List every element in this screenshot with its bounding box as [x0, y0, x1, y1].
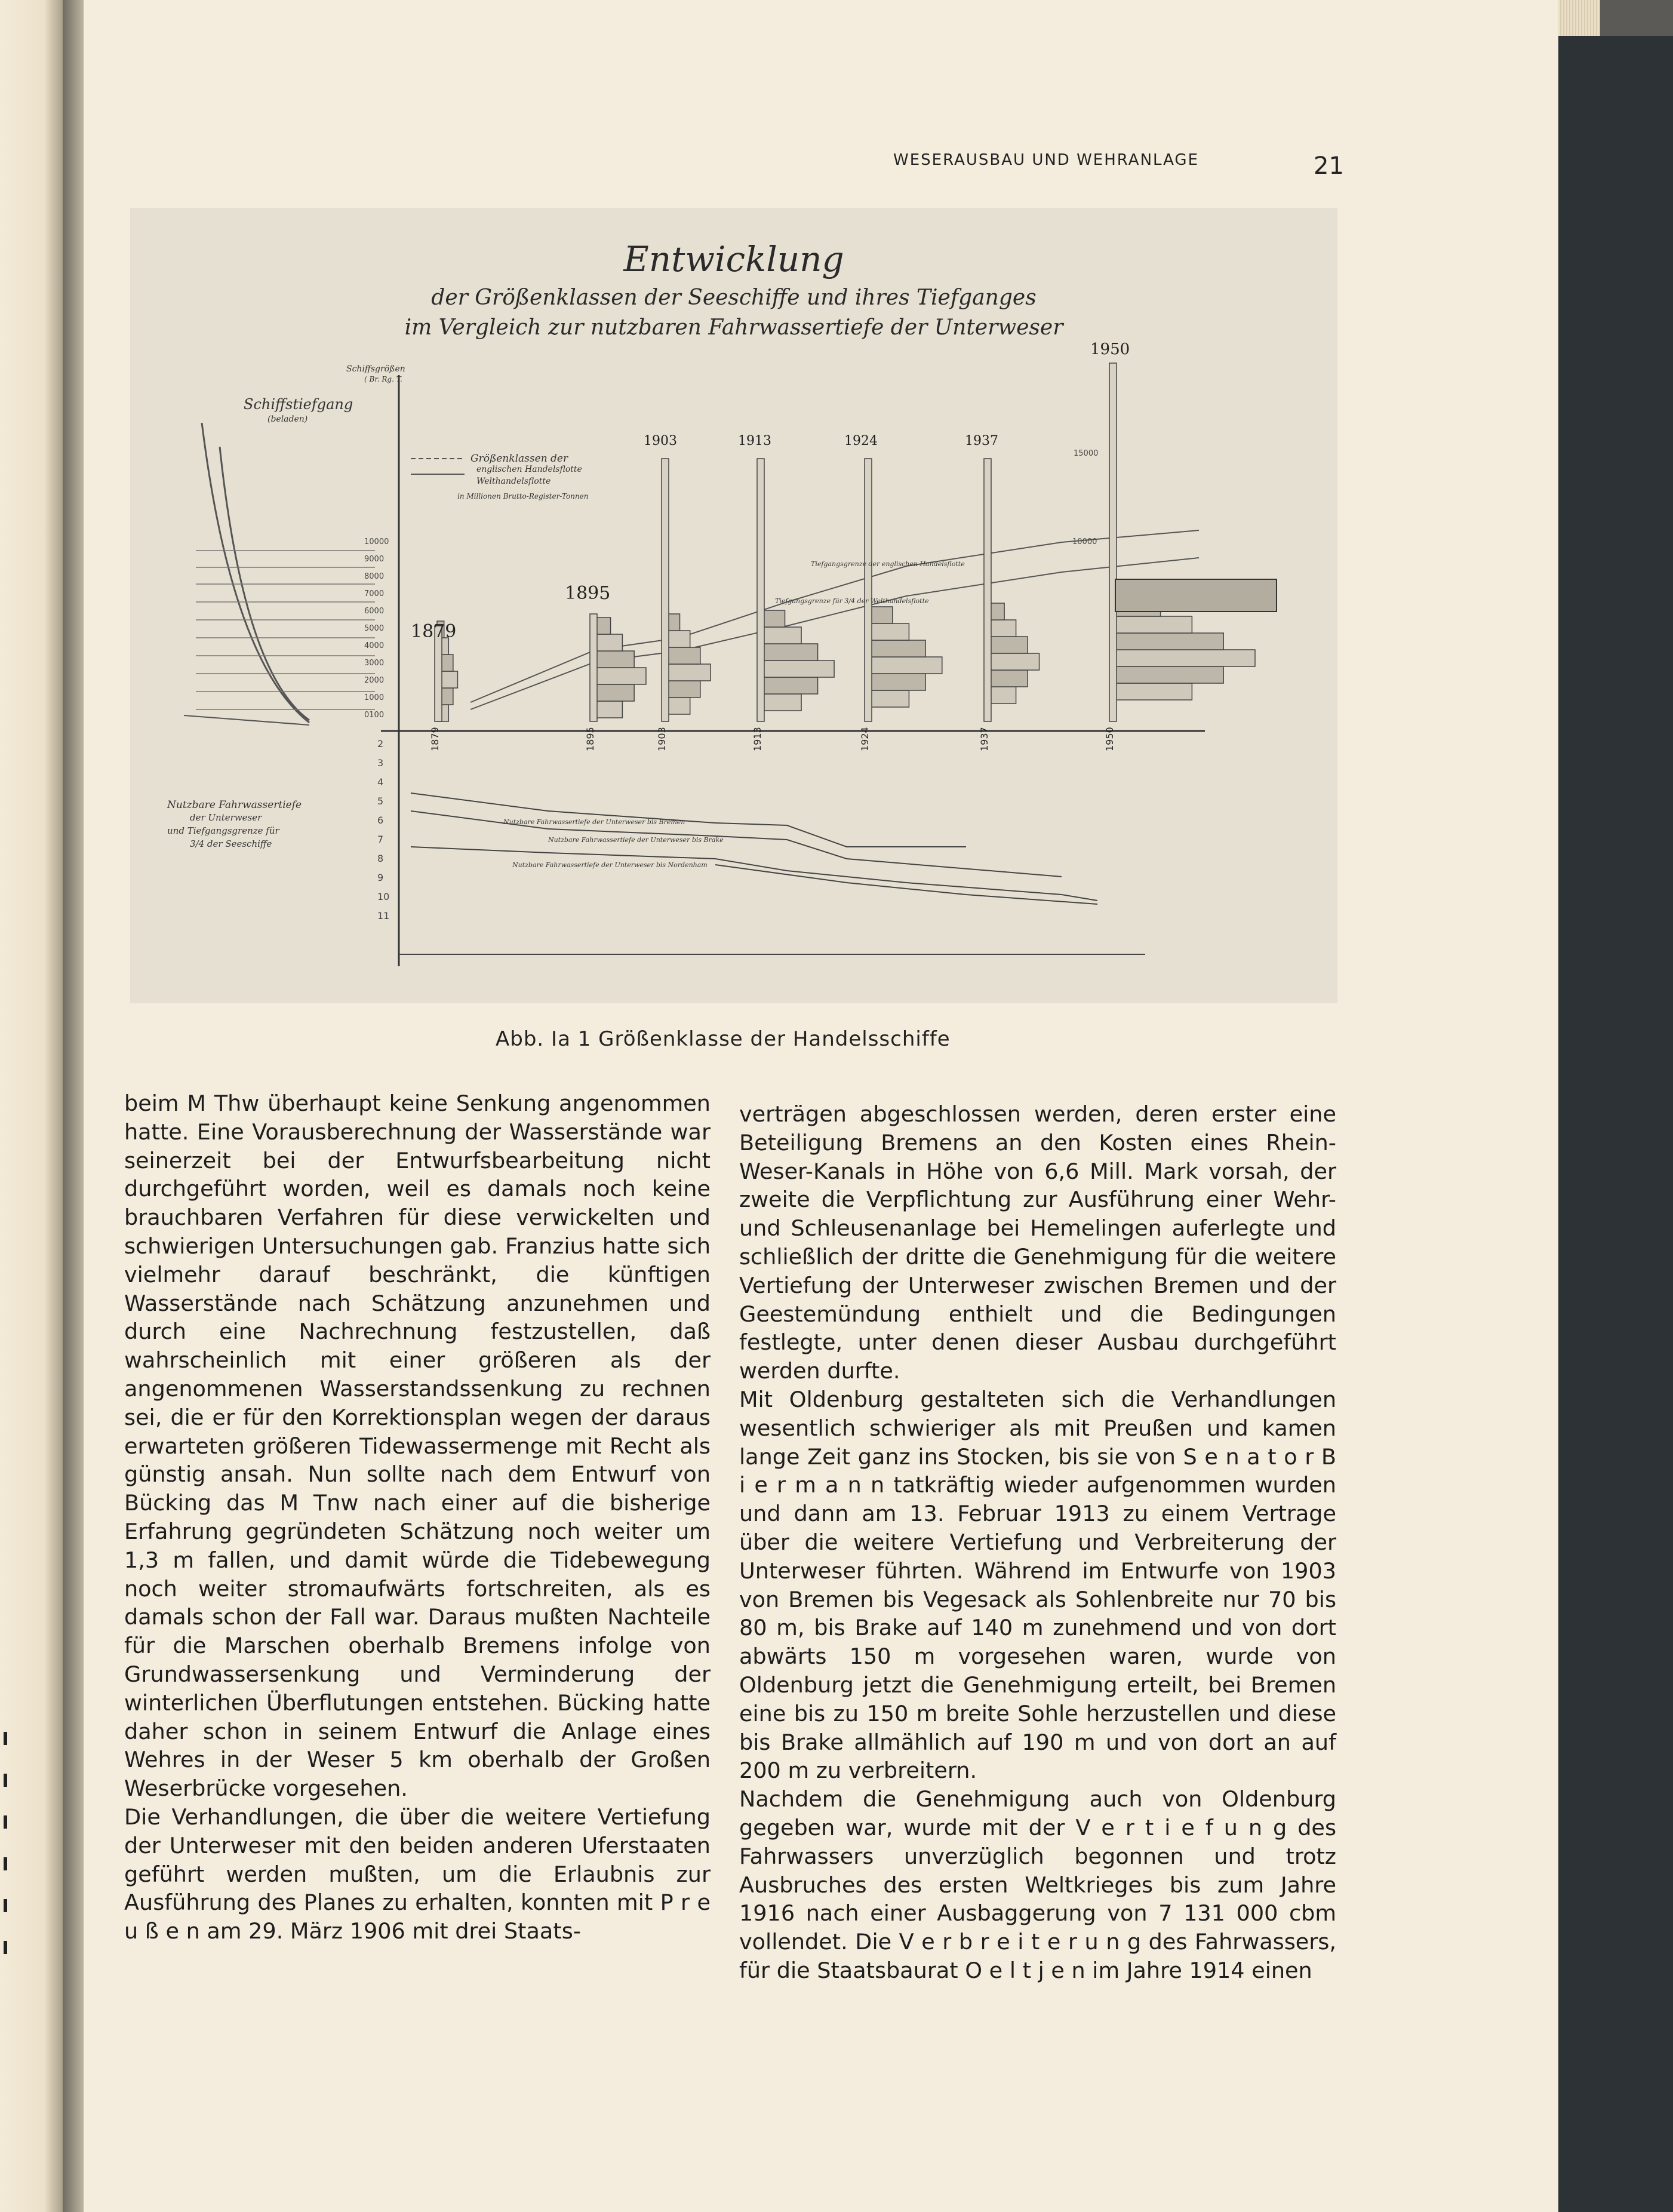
- depth-tick-label: 8: [377, 853, 384, 864]
- left-page-edge: [0, 0, 63, 2212]
- depth-tick-label: 11: [377, 910, 390, 921]
- brt-10000: 10000: [1072, 537, 1097, 546]
- bar-stem-1895: [590, 614, 597, 721]
- y-tick-label: 9000: [364, 555, 385, 564]
- left-page-text-edge: [4, 1732, 7, 1983]
- label-schiffstiefgang: Schiffstiefgang: [244, 396, 353, 413]
- bar-1903-class-1: [664, 681, 700, 698]
- bar-stem-1913: [757, 459, 764, 721]
- bar-1913-class-4: [759, 627, 801, 644]
- x-tick-label: 1895: [585, 727, 596, 751]
- bar-1903-class-3: [664, 647, 700, 664]
- paragraph: verträgen abgeschlossen werden, deren erster eine Beteiligung Bremens an den Kosten eines Rhein-Weser-Kanals in Höhe von 6,6 Mill. Mark vorsah, der zweite die Verpflichtung zur Ausführung einer Wehr- und Schleusenanlage bei Hemelingen auferlegte und schließlich der dritte die Genehmigung für die weitere Vertiefung der Unterweser zwischen Bremen und der Geestemündung enthielt und die Bedingungen festlegte, unter denen dieser Ausbau durchgeführt werden durfte.: [739, 1101, 1336, 1384]
- fahrwasser-label-4: 3/4 der Seeschiffe: [190, 838, 272, 849]
- bar-group: [429, 363, 1277, 751]
- depth-tick-label: 4: [377, 776, 384, 788]
- bar-1950-class-4: [1112, 616, 1192, 633]
- tiefgang-curve-1: [202, 423, 309, 723]
- fahrwasser-label-2: der Unterweser: [190, 812, 262, 823]
- paragraph: Die Verhandlungen, die über die weitere Vertiefung der Unterweser mit den beiden anderen Uferstaaten geführt werden mußten, um die Erlaubnis zur Ausführung des Planes zu erhalten, konnten mit P r e u ß e n am 29. März 1906 mit drei Staats-: [124, 1804, 711, 1944]
- year-1903: 1903: [644, 434, 677, 448]
- figure-title: Entwicklung: [623, 239, 844, 279]
- y-tick-label: 4000: [364, 641, 385, 650]
- depth-tick-label: 6: [377, 815, 384, 826]
- book-cover: [1558, 36, 1673, 2212]
- year-1937: 1937: [965, 434, 998, 448]
- year-1913: 1913: [738, 434, 771, 448]
- page-number: 21: [1314, 152, 1344, 180]
- bar-stem-1937: [984, 459, 991, 721]
- depth-curve-nordenham: [411, 847, 1097, 901]
- y-tick-label: 0100: [364, 711, 385, 720]
- y-tick-label: 5000: [364, 624, 385, 633]
- figure-subtitle-2: im Vergleich zur nutzbaren Fahrwassertiefe der Unterweser: [404, 315, 1063, 340]
- label-schiffsgroessen: Schiffsgrößen: [346, 364, 405, 374]
- year-1895: 1895: [565, 583, 611, 604]
- bar-1950-max: [1115, 579, 1277, 612]
- y-tick-label: 2000: [364, 676, 385, 685]
- bar-1924-class-4: [867, 623, 909, 640]
- year-1950: 1950: [1090, 340, 1130, 358]
- bar-1924-class-2: [867, 657, 942, 674]
- curve-label-brake: Nutzbare Fahrwassertiefe der Unterweser bis Brake: [548, 836, 724, 844]
- depth-tick-label: 5: [377, 795, 384, 807]
- bar-1913-class-1: [759, 677, 818, 694]
- y-tick-label: 7000: [364, 589, 385, 598]
- legend-unit: in Millionen Brutto-Register-Tonnen: [457, 492, 589, 500]
- bar-1950-class-0: [1112, 683, 1192, 700]
- y-tick-label: 3000: [364, 659, 385, 668]
- curve-label-welthandel: Tiefgangsgrenze für 3/4 der Welthandelsflotte: [775, 597, 929, 605]
- bar-1950-class-2: [1112, 650, 1255, 666]
- trend-english: [470, 530, 1199, 702]
- trend-welt: [470, 558, 1199, 709]
- book-gutter: [63, 0, 87, 2212]
- fahrwasser-label-1: Nutzbare Fahrwassertiefe: [167, 799, 302, 811]
- bar-1924-class-1: [867, 674, 925, 690]
- bar-1950-class-1: [1112, 666, 1223, 683]
- label-beladen: (beladen): [267, 414, 308, 424]
- x-tick-label: 1879: [429, 727, 441, 751]
- figure-subtitle-1: der Größenklassen der Seeschiffe und ihres Tiefganges: [431, 285, 1037, 310]
- x-tick-label: 1937: [979, 727, 990, 751]
- bar-stem-1950: [1109, 363, 1117, 721]
- x-tick-label: 1924: [859, 727, 871, 751]
- bar-1913-class-3: [759, 644, 818, 660]
- figure-caption: Abb. Ia 1 Größenklasse der Handelsschiffe: [496, 1027, 951, 1051]
- bar-stem-1903: [662, 459, 669, 721]
- year-1879: 1879: [411, 621, 457, 642]
- text-column-right: [739, 1100, 1336, 1985]
- bar-1903-class-2: [664, 664, 711, 681]
- depth-tick-label: 7: [377, 834, 384, 845]
- fahrwasser-label-3: und Tiefgangsgrenze für: [167, 825, 279, 836]
- y-tick-label: 10000: [364, 537, 389, 546]
- label-brt: ( Br. Rg. T.: [364, 375, 402, 383]
- year-1924: 1924: [844, 434, 878, 448]
- depth-tick-label: 10: [377, 891, 390, 902]
- x-tick-label: 1903: [656, 727, 668, 751]
- bar-1924-class-3: [867, 640, 925, 657]
- bar-1950-class-3: [1112, 633, 1223, 650]
- y-tick-label: 6000: [364, 607, 385, 616]
- bar-1937-class-2: [986, 653, 1040, 670]
- y-tick-label: 8000: [364, 572, 385, 581]
- figure-chart: [130, 208, 1337, 1003]
- bar-1924-class-0: [867, 690, 909, 707]
- curve-label-english: Tiefgangsgrenze der englischen Handelsflotte: [811, 560, 965, 568]
- leader-lines: [196, 551, 375, 709]
- bar-1895-class-2: [592, 668, 646, 684]
- bar-1937-class-1: [986, 670, 1028, 687]
- legend-english: englischen Handelsflotte: [476, 465, 582, 474]
- depth-curve-english: [715, 865, 1097, 904]
- bar-1937-class-3: [986, 637, 1028, 653]
- x-tick-label: 1913: [752, 727, 763, 751]
- curve-label-nordenham: Nutzbare Fahrwassertiefe der Unterweser bis Nordenham: [512, 861, 708, 869]
- bar-1913-class-2: [759, 660, 834, 677]
- depth-tick-label: 3: [377, 757, 384, 769]
- legend-welt: Welthandelsflotte: [476, 477, 551, 486]
- depth-tick-label: 2: [377, 738, 384, 749]
- curve-label-bremen: Nutzbare Fahrwassertiefe der Unterweser bis Bremen: [503, 818, 685, 826]
- bar-1895-class-1: [592, 684, 634, 701]
- bar-stem-1924: [865, 459, 872, 721]
- x-tick-label: 1950: [1104, 727, 1115, 751]
- text-column-left: [124, 1089, 711, 1946]
- depth-tick-label: 9: [377, 872, 384, 883]
- bar-1895-class-3: [592, 651, 634, 668]
- paragraph: beim M Thw überhaupt keine Senkung angenommen hatte. Eine Vorausberechnung der Wasserstände war seinerzeit bei der Entwurfsbearbeitung nicht durchgeführt worden, weil es damals noch keine brauchbaren Verfahren für diese verwickelten und schwierigen Untersuchungen gab. Franzius hatte sich vielmehr darauf beschränkt, die künftigen Wasserstände nach Schätzung anzunehmen und durch eine Nachrechnung festzustellen, daß wahrscheinlich mit einer größeren als der angenommenen Wasserstandssenkung zu rechnen sei, die er für den Korrektionsplan wegen der daraus erwarteten größeren Tidewassermenge mit Recht als günstig ansah. Nun sollte nach dem Entwurf von Bücking das M Tnw nach einer auf die bisherige Erfahrung gegründeten Schätzung noch weiter um 1,3 m fallen, und damit würde die Tidebewegung noch weiter stromaufwärts fortschreiten, als es damals schon der Fall war. Daraus mußten Nachteile für die Marschen oberhalb Bremens infolge von Grundwassersenkung und Verminderung der winterlichen Überflutungen entstehen. Bücking hatte daher schon in seinem Entwurf die Anlage eines Wehres in der Weser 5 km oberhalb der Großen Weserbrücke vorgesehen.: [124, 1090, 711, 1802]
- legend-title: Größenklassen der: [470, 453, 568, 465]
- brt-15000: 15000: [1074, 449, 1099, 458]
- paragraph: Nachdem die Genehmigung auch von Oldenburg gegeben war, wurde mit der V e r t i e f u n g des Fahrwassers unverzüglich begonnen und trotz Ausbruches des ersten Weltkrieges bis zum Jahre 1916 nach einer Ausbaggerung von 7 131 000 cbm vollendet. Die V e r b r e i t e r u n g des Fahrwassers, für die Staatsbaurat O e l t j e n im Jahre 1914 einen: [739, 1786, 1336, 1983]
- y-tick-label: 1000: [364, 693, 385, 702]
- running-title: WESERAUSBAU UND WEHRANLAGE: [893, 151, 1200, 169]
- bar-1913-class-0: [759, 694, 801, 711]
- paragraph: Mit Oldenburg gestalteten sich die Verhandlungen wesentlich schwieriger als mit Preußen und kamen lange Zeit ganz ins Stocken, bis sie von S e n a t o r B i e r m a n n tatkräftig wieder aufgenommen wurden und dann am 13. Februar 1913 zu einem Vertrage über die weitere Vertiefung und Verbreiterung der Unterweser führten. Während im Entwurfe von 1903 von Bremen bis Vegesack als Sohlenbreite nur 70 bis 80 m, bis Brake auf 140 m zunehmend und von dort abwärts 150 m vorgesehen waren, wurde von Oldenburg jetzt die Genehmigung erteilt, bei Bremen eine bis zu 150 m breite Sohle herzustellen und diese bis Brake allmählich auf 190 m und von dort an auf 200 m zu verbreitern.: [739, 1386, 1336, 1784]
- base-line: [184, 715, 309, 725]
